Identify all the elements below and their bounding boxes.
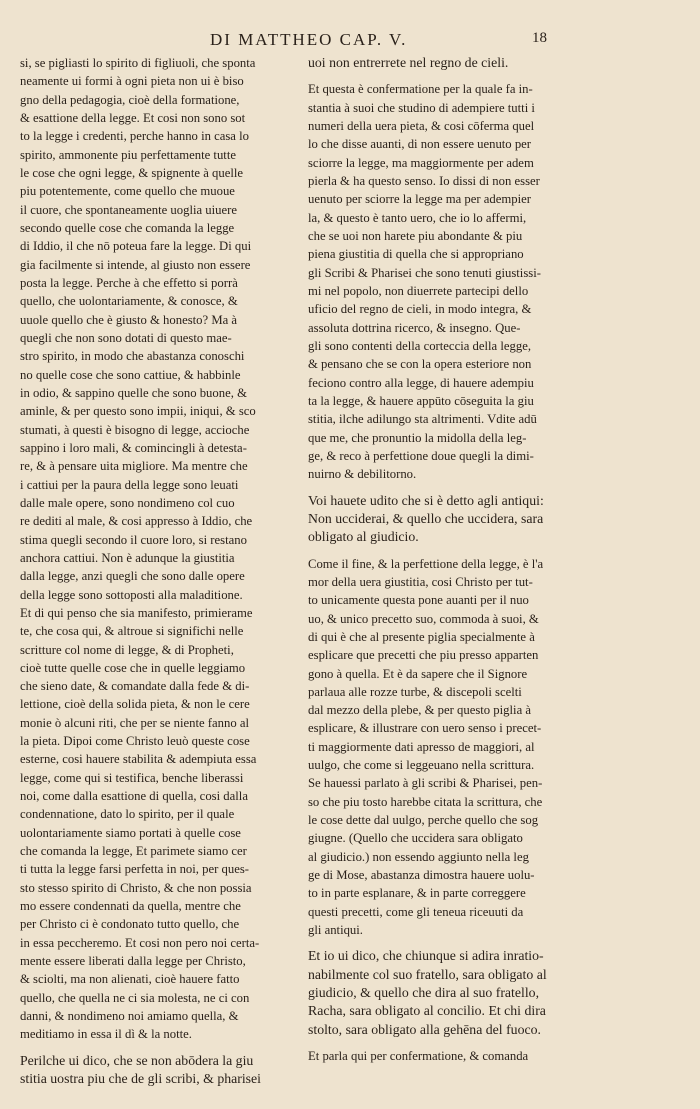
text-line: ta la legge, & hauere appūto cōseguita la giu (308, 393, 534, 408)
text-line: mor della uera giustitia, cosi Christo per tut- (308, 574, 533, 589)
text-line: posta la legge. Perche à che effetto si porrà (20, 275, 238, 290)
text-line: monie ò alcuni riti, che per se niente fanno al (20, 715, 249, 730)
text-line: questi precetti, come gli teneua riceuuti da (308, 904, 524, 919)
text-line: meditiamo in essa il dì & la notte. (20, 1027, 192, 1042)
text-line: sappino i loro mali, & comincingli à detesta- (20, 440, 247, 455)
text-line: Et di qui penso che sia manifesto, primierame (20, 605, 253, 620)
text-line: giudicio, & quello che dira al suo fratello, (308, 985, 540, 1001)
text-line: quello, che uolontariamente, & conosce, & (20, 294, 238, 309)
commentary-paragraph (308, 1047, 583, 1065)
text-line: que me, che pronuntio la midolla della leg- (308, 430, 527, 445)
text-line: stantia à suoi che studino di adempiere tutti i (308, 100, 535, 115)
text-line: si, se pigliasti lo spirito di figliuoli, che sponta (20, 56, 256, 70)
text-line: Et questa è confermatione per la quale fa in- (308, 82, 533, 97)
text-line: te, che cosa qui, & altroue si significhi nelle (20, 624, 244, 639)
text-line: di qui è che al presente piglia specialmente à (308, 629, 535, 644)
text-line: che se uoi non harete piu abondante & piu (308, 228, 523, 243)
text-line: uficio del regno de cieli, in modo integra, & (308, 302, 532, 317)
text-line: esterne, cosi hauere stabilita & adempiuta essa (20, 752, 257, 767)
text-line: numeri della uera pieta, & cosi cōferma quel (308, 118, 535, 133)
text-line: sto stesso spirito di Christo, & che non possia (20, 880, 252, 895)
text-line: esplicare, & illustrare con uero senso i precet- (308, 721, 542, 736)
running-title: DI MATTHEO CAP. V. (210, 30, 408, 49)
text-line: ti maggiormente dati apresso de maggiori, al (308, 739, 535, 754)
text-line: pierla & ha questo senso. Io dissi di non esser (308, 173, 540, 188)
paragraph-gap (308, 1039, 583, 1047)
text-line: gia facilmente si intende, al giusto non essere (20, 257, 251, 272)
text-line: Come il fine, & la perfettione della legge, è l'a (308, 556, 544, 571)
text-line: ti tutta la legge farsi perfetta in noi, per ques- (20, 862, 249, 877)
text-line: mo essere condennati da quella, mentre che (20, 899, 241, 914)
text-line: & esattione della legge. Et cosi non sono sot (20, 110, 246, 125)
text-line: dalle male opere, sono nondimeno col cuo (20, 495, 235, 510)
text-line: scritture col nome di legge, & di Propheti, (20, 642, 234, 657)
right-text-column (308, 54, 583, 1065)
text-line: Et parla qui per confermatione, & comanda (308, 1049, 529, 1064)
text-line: la, & questo è tanto uero, che io lo affermi, (308, 210, 527, 225)
text-line: in essa peccheremo. Et cosi non pero noi certa- (20, 935, 260, 950)
text-line: uuole quello che è giusto & honesto? Ma à (20, 312, 238, 327)
text-line: gli antiqui. (308, 923, 363, 938)
folio-number: 18 (532, 30, 547, 46)
text-line: le cose dette dal uulgo, perche quello che sog (308, 813, 539, 828)
text-line: stima quegli secondo il cuore loro, si restano (20, 532, 247, 547)
text-line: & pensano che se con la opera esteriore non (308, 357, 532, 372)
text-line: no quelle cose che sono cattiue, & habbinle (20, 367, 241, 382)
text-line: stolto, sara obligato alla gehēna del fuoco. (308, 1021, 541, 1037)
text-line: lettione, cioè della solida pieta, & non le cere (20, 697, 250, 712)
paragraph-gap (20, 1044, 296, 1052)
text-line: danni, & nondimeno noi amiamo quella, & (20, 1009, 239, 1024)
paragraph-gap (308, 939, 583, 947)
text-line: ge, & reco à perfettione doue quegli la dimi- (308, 448, 534, 463)
text-line: mi nel popolo, non diuerrete partecipi dello (308, 283, 529, 298)
commentary-paragraph (308, 80, 583, 483)
text-line: assoluta dottrina ricerco, & insegno. Que- (308, 320, 521, 335)
text-line: per Christo ci è condonato tutto quello, che (20, 917, 240, 932)
text-line: Non ucciderai, & quello che uccidera, sara (308, 510, 544, 526)
text-line: piu potentemente, come quello che muoue (20, 184, 235, 199)
text-line: to unicamente questa pone auanti per il nuo (308, 593, 529, 608)
text-line: feciono contro alla legge, di hauere adempiu (308, 375, 534, 390)
gospel-verse (308, 492, 583, 547)
text-line: secondo quelle cose che comanda la legge (20, 220, 235, 235)
text-line: stumati, à questi è bisogno di legge, accioche (20, 422, 250, 437)
text-line: uo, & unico precetto suo, commoda à suoi, & (308, 611, 539, 626)
text-line: neamente ui formi à ogni pieta non ui è biso (20, 74, 244, 89)
text-line: re, & à pensare uita migliore. Ma mentre che (20, 459, 248, 474)
text-line: spirito, ammonente piu perfettamente tutte (20, 147, 236, 162)
text-line: legge, come qui si testifica, benche liberassi (20, 770, 244, 785)
commentary-paragraph (20, 54, 296, 1044)
text-line: cioè tutte quelle cose che in quelle leggiamo (20, 660, 246, 675)
text-line: aminle, & per questo sono impii, iniqui, & sco (20, 404, 256, 419)
text-line: dal mezzo della plebe, & per questo piglia à (308, 703, 532, 718)
text-line: dalla legge, anzi quegli che sono dalle opere (20, 569, 245, 584)
text-line: al giudicio.) non essendo aggiunto nella leg (308, 849, 529, 864)
text-line: stitia, ilche adilungo sta altrimenti. Vdite adū (308, 412, 537, 427)
text-line: giugne. (Quello che uccidera sara obligato (308, 831, 523, 846)
text-line: lo che disse auanti, di non essere uenuto per (308, 137, 532, 152)
gospel-verse (20, 1052, 296, 1089)
text-line: sciorre la legge, ma maggiormente per adem (308, 155, 534, 170)
text-line: uolontariamente siamo portati à quelle cose (20, 825, 241, 840)
text-line: to la legge i credenti, perche hanno in casa lo (20, 129, 249, 144)
left-text-column (20, 54, 296, 1088)
text-line: ge di Mose, abastanza dimostra hauere uolu- (308, 868, 535, 883)
text-line: uoi non entrerrete nel regno de cieli. (308, 55, 509, 70)
text-line: della legge sono sottoposti alla maladitione. (20, 587, 243, 602)
paragraph-gap (308, 484, 583, 492)
text-line: uenuto per sciorre la legge ma per adempier (308, 192, 531, 207)
text-line: parlaua alle rozze turbe, & discepoli scelti (308, 684, 522, 699)
text-line: Se hauessi parlato à gli scribi & Pharisei, pen- (308, 776, 543, 791)
commentary-paragraph (308, 555, 583, 940)
text-line: gno della pedagogia, cioè della formatione, (20, 92, 240, 107)
text-line: la pieta. Dipoi come Christo leuò queste cose (20, 734, 250, 749)
paragraph-gap (308, 72, 583, 80)
text-line: nabilmente col suo fratello, sara obligato al (308, 966, 547, 982)
text-line: so che piu tosto harebbe citata la scrittura, che (308, 794, 543, 809)
text-line: to in parte esplanare, & in parte correggere (308, 886, 526, 901)
text-line: gli sono contenti della corteccia della legge, (308, 338, 531, 353)
text-line: anchora cattiui. Non è adunque la giustitia (20, 550, 235, 565)
text-line: di Iddio, il che nō poteua fare la legge. Di qui (20, 239, 252, 254)
text-line: quello, che quella ne ci sia molesta, ne ci con (20, 990, 250, 1005)
text-line: re dediti al male, & cosi appresso à Iddio, che (20, 514, 253, 529)
text-line: Et io ui dico, che chiunque si adira inratio- (308, 948, 544, 964)
text-line: che sieno date, & comandate dalla fede & di- (20, 679, 250, 694)
gospel-verse (308, 947, 583, 1039)
text-line: Perilche ui dico, che se non abōdera la giu (20, 1052, 254, 1068)
paragraph-gap (308, 547, 583, 555)
text-line: stro spirito, in modo che abastanza conoschi (20, 349, 245, 364)
text-line: condennatione, dato lo spirito, per il quale (20, 807, 235, 822)
text-line: quegli che non sono dotati di questo mae- (20, 330, 232, 345)
page-header (0, 30, 700, 54)
text-line: obligato al giudicio. (308, 529, 419, 545)
text-line: gli Scribi & Pharisei che sono tenuti giustissi- (308, 265, 541, 280)
text-line: che comanda la legge, Et parimete siamo cer (20, 844, 247, 859)
text-line: stitia uostra piu che de gli scribi, & pharisei (20, 1071, 262, 1087)
text-line: esplicare que precetti che piu presso apparten (308, 648, 539, 663)
gospel-verse (308, 54, 583, 72)
text-line: mente essere liberati dalla legge per Christo, (20, 954, 246, 969)
text-line: i cattiui per la paura della legge sono leuati (20, 477, 239, 492)
text-line: & sciolti, ma non alienati, cioè hauere fatto (20, 972, 240, 987)
text-line: le cose che ogni legge, & spignente à quelle (20, 165, 244, 180)
text-line: gono à quella. Et è da sapere che il Signore (308, 666, 528, 681)
text-line: in odio, & sappino quelle che sono buone, & (20, 385, 247, 400)
text-line: nuirno & debilitorno. (308, 467, 417, 482)
text-line: Voi hauete udito che si è detto agli antiqui: (308, 492, 544, 508)
text-line: piena giustitia di quella che si appropriano (308, 247, 524, 262)
text-line: il cuore, che spontaneamente uoglia uiuere (20, 202, 238, 217)
text-line: Racha, sara obligato al concilio. Et chi dira (308, 1003, 546, 1019)
text-line: noi, come dalla esattione di quella, cosi dalla (20, 789, 248, 804)
text-line: uulgo, che come si leggeuano nella scrittura. (308, 758, 535, 773)
